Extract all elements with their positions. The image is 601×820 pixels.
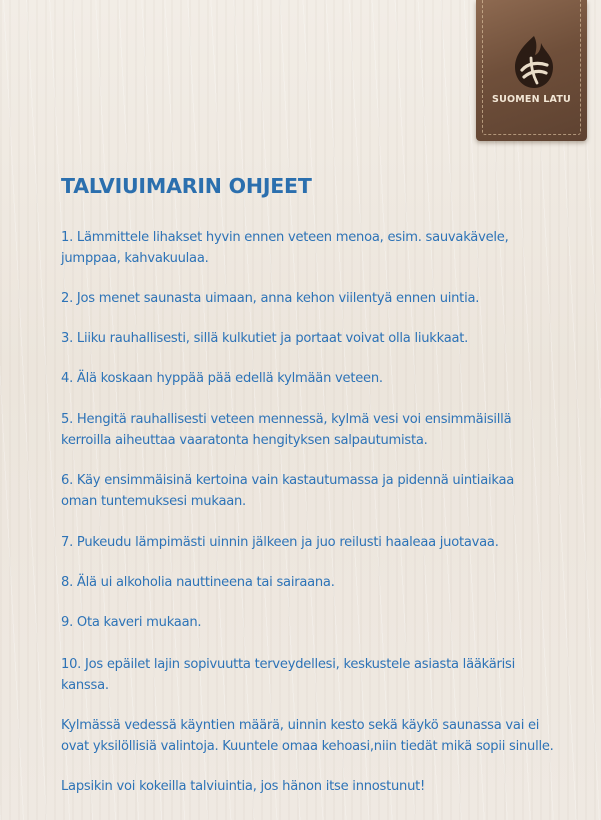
instruction-9	[61, 613, 561, 634]
instruction-line: 5. Hengitä rauhallisesti veteen mennessä, kylmä vesi voi ensimmäisillä	[61, 412, 512, 427]
note-line: Lapsikin voi kokeilla talviuintia, jos hänon itse innostunut!	[61, 779, 426, 794]
instruction-line: 8. Älä ui alkoholia nauttineena tai sairaana.	[61, 575, 335, 590]
instruction-7	[61, 533, 561, 554]
instruction-line: kanssa.	[61, 677, 109, 693]
note-line: Kylmässä vedessä käyntien määrä, uinnin kesto sekä käykö saunassa vai ei	[61, 718, 540, 733]
instruction-line: 6. Käy ensimmäisinä kertoina vain kastautumassa ja pidennä uintiaikaa	[61, 473, 515, 488]
brand-name: SUOMEN LATU	[492, 94, 571, 105]
instruction-6	[61, 471, 561, 512]
note-personal-choices	[61, 716, 561, 757]
instruction-line: 4. Älä koskaan hyppää pää edellä kylmään veteen.	[61, 371, 383, 386]
instruction-1	[61, 228, 561, 269]
instruction-line: 10. Jos epäilet lajin sopivuutta terveydellesi, keskustele asiasta lääkärisi	[61, 657, 515, 672]
instruction-2	[61, 289, 561, 310]
note-line: ovat yksilöllisiä valintoja. Kuuntele omaa kehoasi,niin tiedät mikä sopii sinulle.	[61, 738, 554, 754]
instruction-line: oman tuntemuksesi mukaan.	[61, 493, 246, 509]
instruction-line: jumppaa, kahvakuulaa.	[61, 250, 209, 266]
suomen-latu-badge	[476, 0, 587, 141]
instruction-line: 2. Jos menet saunasta uimaan, anna kehon viilentyä ennen uintia.	[61, 291, 480, 306]
flame-logo-icon	[507, 34, 555, 90]
page-title: TALVIUIMARIN OHJEET	[61, 174, 312, 198]
instruction-line: 3. Liiku rauhallisesti, sillä kulkutiet ja portaat voivat olla liukkaat.	[61, 331, 469, 346]
instruction-line: 9. Ota kaveri mukaan.	[61, 615, 202, 630]
instruction-line: 7. Pukeudu lämpimästi uinnin jälkeen ja juo reilusti haaleaa juotavaa.	[61, 535, 499, 550]
instruction-line: kerroilla aiheuttaa vaaratonta hengityksen salpautumista.	[61, 432, 428, 448]
instruction-line: 1. Lämmittele lihakset hyvin ennen veteen menoa, esim. sauvakävele,	[61, 230, 509, 245]
instruction-5	[61, 410, 561, 451]
instruction-3	[61, 329, 561, 350]
instruction-8	[61, 573, 561, 594]
instruction-4	[61, 369, 561, 390]
note-children	[61, 777, 561, 798]
instruction-10	[61, 655, 561, 696]
